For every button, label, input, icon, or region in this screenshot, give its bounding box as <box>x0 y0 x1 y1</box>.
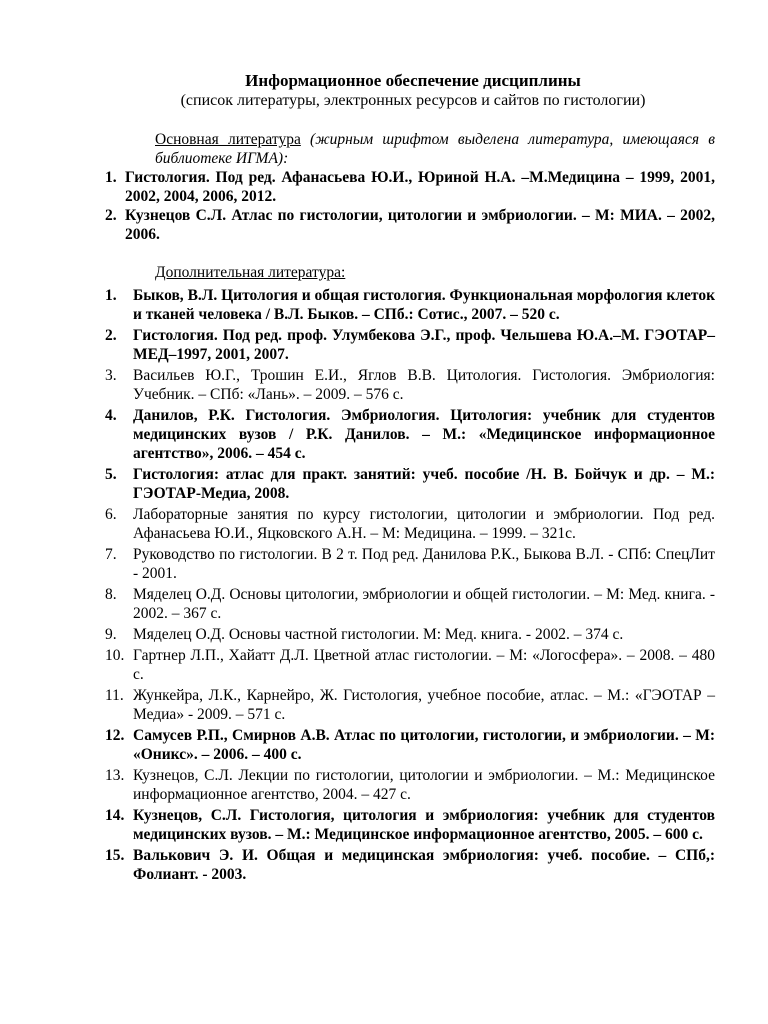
list-item-number: 13. <box>105 767 125 784</box>
list-item-text: Гартнер Л.П., Хайатт Д.Л. Цветной атлас гистологии. – М: «Логосфера». – 2008. – 480 с. <box>133 647 715 683</box>
list-item-text: Самусев Р.П., Смирнов А.В. Атлас по цитологии, гистологии, и эмбриологии. – М: «Оникс». – 2006. – 400 с. <box>133 727 715 763</box>
list-item-number: 9. <box>105 626 117 643</box>
additional-literature-label: Дополнительная литература: <box>155 264 346 281</box>
main-literature-label: Основная литература <box>155 131 301 148</box>
list-item-number: 8. <box>105 586 117 603</box>
list-item-text: Гистология: атлас для практ. занятий: учеб. пособие /Н. В. Бойчук и др. – М.: ГЭОТАР-Медиа, 2008. <box>133 466 715 502</box>
list-item <box>105 366 715 404</box>
list-item-number: 10. <box>105 647 125 664</box>
list-item-number: 15. <box>105 847 125 864</box>
list-item-number: 2. <box>105 327 117 344</box>
document-page <box>105 70 715 886</box>
list-item <box>105 646 715 684</box>
list-item <box>105 806 715 844</box>
list-item-number: 6. <box>105 506 117 523</box>
list-item-number: 5. <box>105 466 117 483</box>
list-item-text: Данилов, Р.К. Гистология. Эмбриология. Цитология: учебник для студентов медицинских вузов / Р.К. Данилов. – М.: «Медицинское информационное агентство», 2006. – 454 с. <box>133 407 715 462</box>
list-item <box>105 406 715 463</box>
list-item <box>105 326 715 364</box>
list-item-number: 1. <box>105 287 117 304</box>
list-item-text: Валькович Э. И. Общая и медицинская эмбриология: учеб. пособие. – СПб,: Фолиант. - 2003. <box>133 847 715 883</box>
list-item <box>105 726 715 764</box>
main-literature-note: (жирным шрифтом выделена литература, имеющаяся в библиотеке ИГМА): <box>155 131 715 167</box>
additional-literature-heading <box>155 263 715 282</box>
additional-literature-list <box>105 286 715 884</box>
list-item <box>105 846 715 884</box>
main-literature-list <box>105 168 715 244</box>
list-item <box>105 545 715 583</box>
main-literature-heading <box>155 130 715 168</box>
list-item <box>105 625 715 644</box>
list-item-text: Кузнецов С.Л. Атлас по гистологии, цитологии и эмбриологии. – М: МИА. – 2002, 2006. <box>125 207 715 243</box>
list-item-text: Руководство по гистологии. В 2 т. Под ред. Данилова Р.К., Быкова В.Л. - СПб: СпецЛит - 2001. <box>133 546 715 582</box>
list-item-number: 4. <box>105 407 117 424</box>
list-item-text: Гистология. Под ред. Афанасьева Ю.И., Юриной Н.А. –М.Медицина – 1999, 2001, 2002, 2004, 2006, 2012. <box>125 169 715 205</box>
list-item-number: 2. <box>105 207 117 224</box>
list-item-text: Лабораторные занятия по курсу гистологии, цитологии и эмбриологии. Под ред. Афанасьева Ю.И., Яцковского А.Н. – М: Медицина. – 1999. – 321с. <box>133 506 715 542</box>
list-item-number: 14. <box>105 807 125 824</box>
list-item-number: 7. <box>105 546 117 563</box>
list-item-number: 3. <box>105 367 117 384</box>
list-item-text: Кузнецов, С.Л. Лекции по гистологии, цитологии и эмбриологии. – М.: Медицинское информационное агентство, 2004. – 427 с. <box>133 767 715 803</box>
list-item <box>105 168 715 206</box>
page-subtitle: (список литературы, электронных ресурсов и сайтов по гистологии) <box>180 92 646 109</box>
list-item <box>105 465 715 503</box>
page-title: Информационное обеспечение дисциплины <box>245 71 581 90</box>
list-item-text: Мяделец О.Д. Основы цитологии, эмбриологии и общей гистологии. – М: Мед. книга. - 2002. – 367 с. <box>133 586 715 622</box>
list-item-text: Жункейра, Л.К., Карнейро, Ж. Гистология, учебное пособие, атлас. – М.: «ГЭОТАР – Медиа» - 2009. – 571 с. <box>133 687 715 723</box>
list-item <box>105 686 715 724</box>
list-item <box>105 585 715 623</box>
list-item-number: 12. <box>105 727 125 744</box>
list-item-text: Васильев Ю.Г., Трошин Е.И., Яглов В.В. Цитология. Гистология. Эмбриология: Учебник. – СПб: «Лань». – 2009. – 576 с. <box>133 367 715 403</box>
list-item-text: Мяделец О.Д. Основы частной гистологии. М: Мед. книга. - 2002. – 374 с. <box>133 626 624 643</box>
list-item-number: 1. <box>105 169 117 186</box>
list-item-number: 11. <box>105 687 124 704</box>
list-item-text: Быков, В.Л. Цитология и общая гистология. Функциональная морфология клеток и тканей человека / В.Л. Быков. – СПб.: Сотис., 2007. – 520 с. <box>133 287 715 323</box>
list-item <box>105 505 715 543</box>
list-item-text: Гистология. Под ред. проф. Улумбекова Э.Г., проф. Чельшева Ю.А.–М. ГЭОТАР–МЕД–1997, 2001, 2007. <box>133 327 715 363</box>
list-item <box>105 286 715 324</box>
list-item <box>105 206 715 244</box>
list-item <box>105 766 715 804</box>
list-item-text: Кузнецов, С.Л. Гистология, цитология и эмбриология: учебник для студентов медицинских вузов. – М.: Медицинское информационное агентство, 2005. – 600 с. <box>133 807 715 843</box>
